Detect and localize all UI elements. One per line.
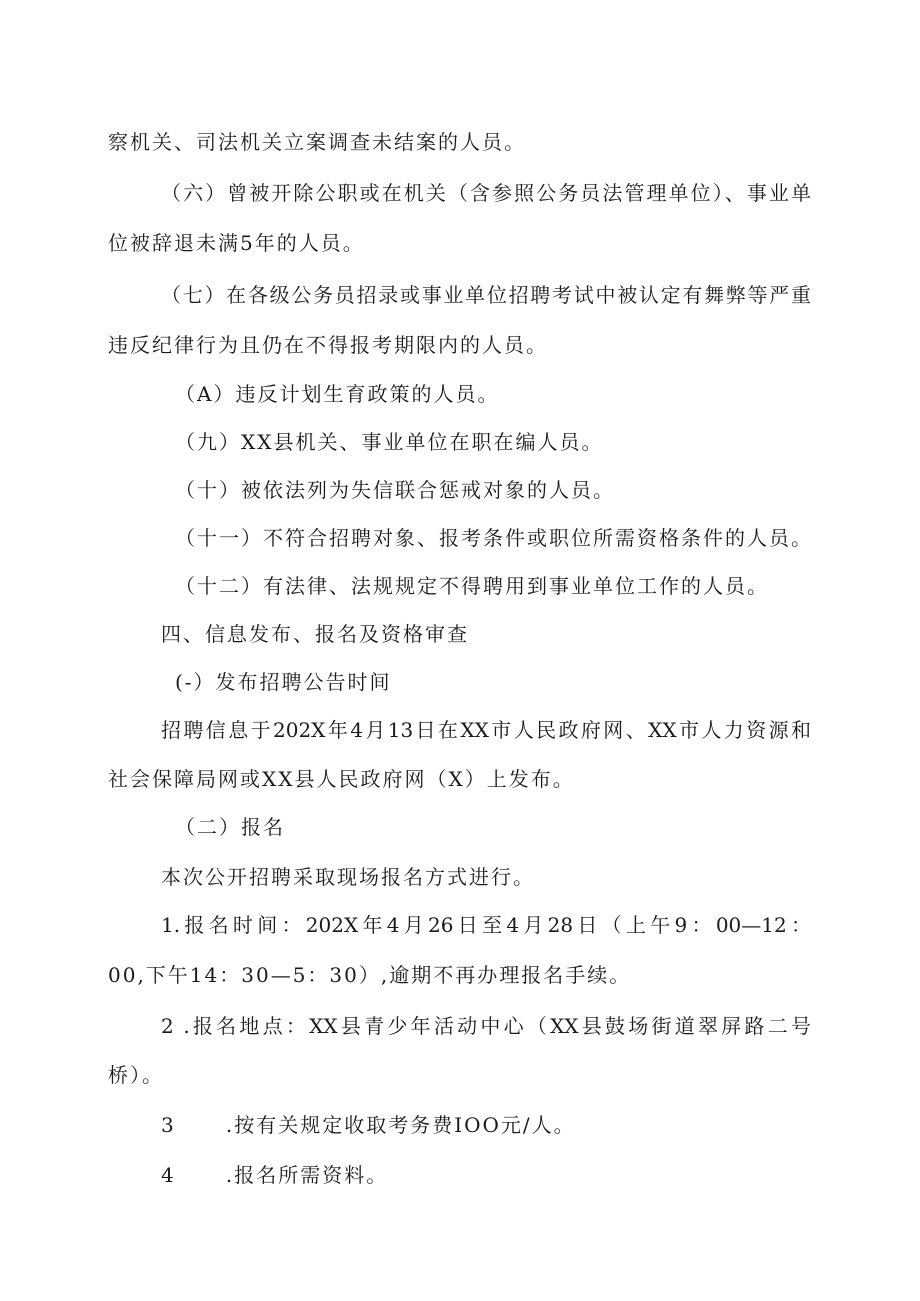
text-line-21: 3 .按有关规定收取考务费IOO元/人。 [161,1113,576,1137]
text-line-7: （九）XX县机关、事业单位在职在编人员。 [175,430,604,454]
text-line-1: 察机关、司法机关立案调查未结案的人员。 [108,130,526,154]
text-line-22: 4 .报名所需资料。 [161,1163,389,1187]
text-line-8: （十）被依法列为失信联合惩戒对象的人员。 [175,478,615,502]
text-line-2: （六）曾被开除公职或在机关（含参照公务员法管理单位）、事业单 [161,181,811,205]
text-line-14: 社会保障局网或XX县人民政府网（X）上发布。 [108,767,575,791]
text-line-13: 招聘信息于202X年4月13日在XX市人民政府网、XX市人力资源和 [161,718,811,742]
text-line-18: 00,下午14：30—5：30）,逾期不再办理报名手续。 [108,963,632,987]
text-line-10: （十二）有法律、法规规定不得聘用到事业单位工作的人员。 [175,574,769,598]
text-line-17: 1.报名时间：202X年4月26日至4月28日（上午9：00—12： [161,913,811,937]
text-line-9: （十一）不符合招聘对象、报考条件或职位所需资格条件的人员。 [175,526,813,550]
text-line-6: （A）违反计划生育政策的人员。 [175,382,500,406]
text-line-19: 2 .报名地点：XX县青少年活动中心（XX县鼓场街道翠屏路二号 [161,1014,811,1038]
text-line-16: 本次公开招聘采取现场报名方式进行。 [161,865,535,889]
text-line-4: （七）在各级公务员招录或事业单位招聘考试中被认定有舞弊等严重 [161,283,811,307]
subsection-heading-2: （二）报名 [175,815,285,839]
text-line-3: 位被辞退未满5年的人员。 [108,231,365,255]
section-heading: 四、信息发布、报名及资格审查 [161,622,469,646]
subsection-heading-1: (-）发布招聘公告时间 [175,670,392,694]
text-line-5: 违反纪律行为且仍在不得报考期限内的人员。 [108,333,548,357]
text-line-20: 桥）。 [108,1063,164,1087]
